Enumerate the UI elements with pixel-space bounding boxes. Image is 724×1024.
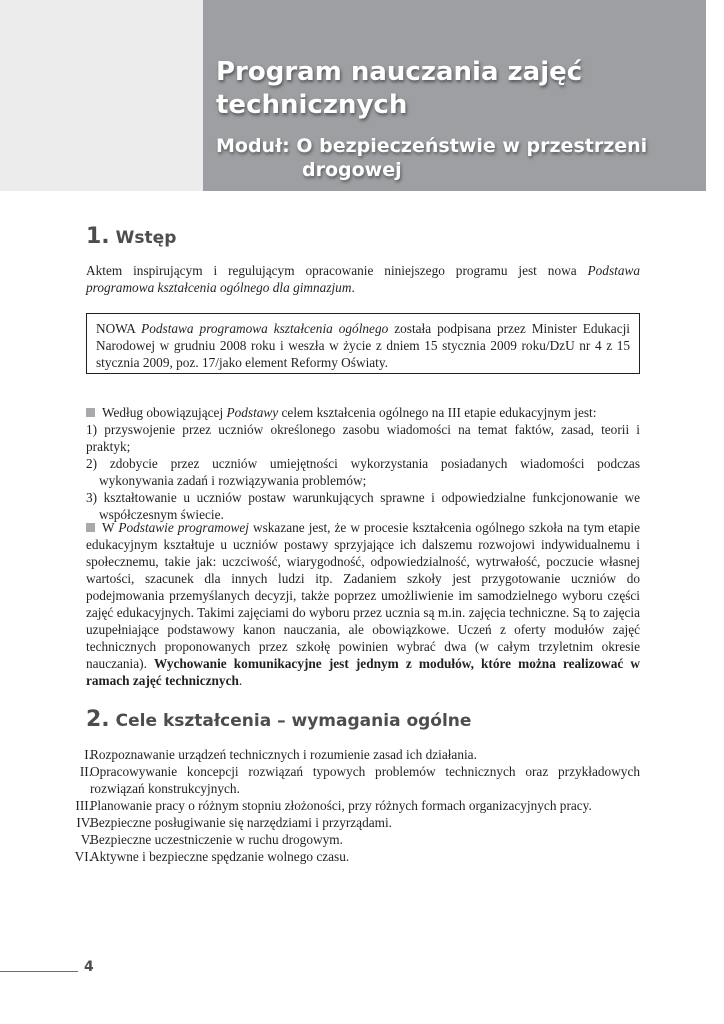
section-number: 2.	[86, 707, 110, 732]
item-text: Bezpieczne posługiwanie się narzędziami i przyrządami.	[90, 815, 392, 830]
subtitle-line-1: Moduł: O bezpieczeństwie w przestrzeni	[216, 135, 648, 157]
intro-text: Aktem inspirującym i regulującym opracowanie niniejszego programu jest nowa	[86, 263, 588, 278]
list-item: 1) przyswojenie przez uczniów określonego zasobu wiadomości na temat faktów, zasad, teorii i praktyk;	[86, 422, 640, 454]
callout-italic: Podstawa programowa kształcenia ogólnego	[141, 321, 389, 336]
list-item	[70, 814, 640, 831]
section-heading-goals	[86, 707, 471, 732]
list-item	[70, 763, 640, 797]
requirements-list	[70, 746, 640, 865]
item-text: Aktywne i bezpieczne spędzanie wolnego czasu.	[90, 849, 350, 864]
footer-divider	[0, 971, 78, 972]
page-subtitle	[216, 134, 691, 182]
item-number: VI.	[74, 849, 92, 864]
bullet-square-icon	[86, 408, 95, 417]
info-callout-box	[86, 313, 640, 374]
list-item: 3) kształtowanie u uczniów postaw warunkujących sprawne i odpowiedzialne funkcjonowanie we współczesnym świecie.	[86, 490, 640, 522]
para2-a: W	[102, 520, 119, 535]
list-item	[70, 831, 640, 848]
list-item	[70, 746, 640, 763]
intro-italic: Podstawa programowa kształcenia ogólnego dla gimnazjum	[86, 263, 640, 295]
intro-paragraph	[86, 262, 640, 296]
para2-italic: Podstawie programowej	[118, 520, 249, 535]
item-number: V.	[80, 832, 92, 847]
item-number: III.	[75, 798, 92, 813]
list-item	[70, 797, 640, 814]
goals-intro-a: Według obowiązującej	[102, 405, 227, 420]
intro-end: .	[351, 280, 355, 295]
subtitle-line-2: drogowej	[302, 159, 402, 181]
bullet-square-icon	[86, 523, 95, 532]
item-text: Opracowywanie koncepcji rozwiązań typowych problemów technicznych oraz przykładowych rozwiązań konstrukcyjnych.	[90, 764, 640, 796]
goals-list	[86, 421, 640, 523]
goals-intro-italic: Podstawy	[226, 405, 279, 420]
goals-intro-b: celem kształcenia ogólnego na III etapie edukacyjnym jest:	[278, 405, 597, 420]
goals-intro	[86, 404, 640, 421]
page-title: Program nauczania zajęć technicznych	[216, 57, 583, 120]
section-heading-intro	[86, 224, 176, 249]
section-title: Cele kształcenia – wymagania ogólne	[115, 711, 472, 731]
item-text: Rozpoznawanie urządzeń technicznych i rozumienie zasad ich działania.	[90, 747, 477, 762]
para2-text: wskazane jest, że w procesie kształcenia ogólnego szkoła na tym etapie edukacyjnym kształtuje u uczniów postawy sprzyjające ich dalszemu rozwojowi indywidualnemu i społecznemu, takie jak: uczciwość, wiarygodność, odpowiedzialność, wytrwałość, poczucie własnej wartości, szacunek dla innych ludzi itp. Zadaniem szkoły jest przygotowanie uczniów do podejmowania przemyślanych decyzji, także poprzez umożliwienie im samodzielnego wyboru części zajęć edukacyjnych. Takimi zajęciami do wyboru przez ucznia są m.in. zajęcia techniczne. Są to zajęcia uzupełniające podstawowy kanon nauczania, ale obowiązkowe. Uczeń z oferty modułów zajęć technicznych proponowanych przez szkołę powinien wybrać dwa (w całym trzyletnim okresie nauczania).	[86, 520, 640, 671]
list-item: 2) zdobycie przez uczniów umiejętności wykorzystania posiadanych wiadomości podczas wykonywania zadań i rozwiązywania problemów;	[86, 456, 640, 488]
para2-end: .	[238, 673, 243, 688]
item-text: Planowanie pracy o różnym stopniu złożoności, przy różnych formach organizacyjnych pracy.	[90, 798, 592, 813]
program-paragraph	[86, 519, 640, 689]
item-number: I.	[84, 747, 92, 762]
item-text: Bezpieczne uczestniczenie w ruchu drogowym.	[90, 832, 343, 847]
section-number: 1.	[86, 224, 110, 249]
callout-lead: NOWA	[96, 321, 142, 336]
section-title: Wstęp	[115, 228, 177, 248]
para2-bold: Wychowanie komunikacyjne jest jednym z modułów, które można realizować w ramach zajęć technicznych	[86, 656, 640, 688]
item-number: II.	[79, 764, 92, 779]
list-item	[70, 848, 640, 865]
callout-text: została podpisana przez Minister Edukacji Narodowej w grudniu 2008 roku i weszła w życie z dniem 15 stycznia 2009 roku/DzU nr 4 z 15 stycznia 2009, poz. 17/jako element Reformy Oświaty.	[96, 321, 631, 370]
page-number: 4	[84, 959, 94, 975]
item-number: IV.	[76, 815, 92, 830]
